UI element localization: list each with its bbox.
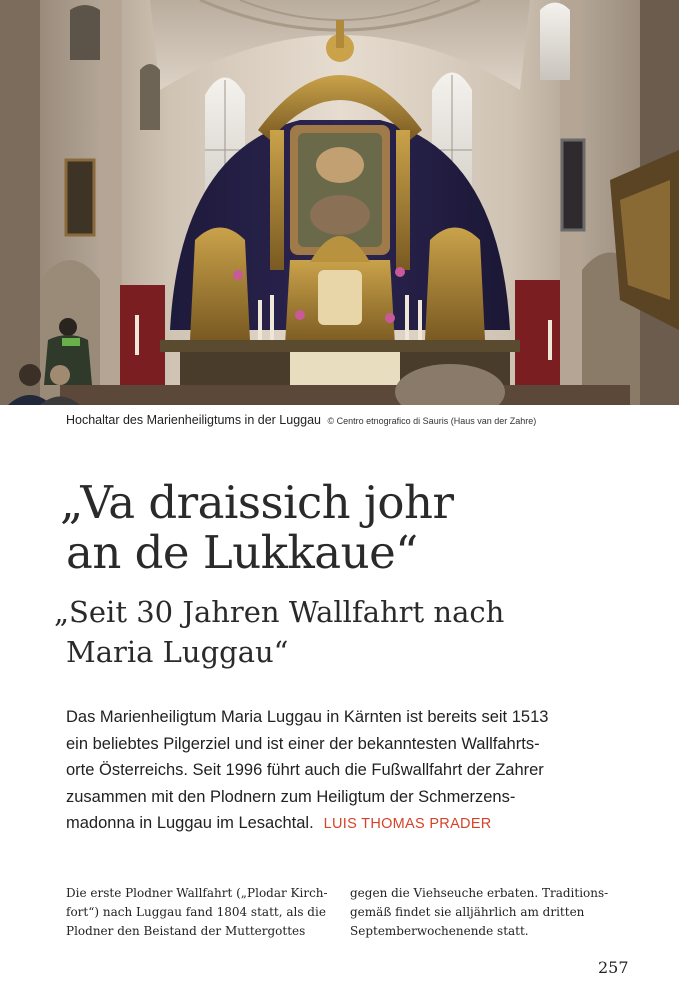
title-line-1: „Va draissich johr — [60, 476, 454, 529]
lead-line: orte Österreichs. Seit 1996 führt auch die Fußwallfahrt der Zahrer — [66, 761, 544, 779]
lead-line: ein beliebtes Pilgerziel und ist einer der bekanntesten Wallfahrts- — [66, 734, 540, 753]
lead-line: zusammen mit den Plodnern zum Heiligtum der Schmerzens- — [66, 787, 516, 806]
body-column-right — [350, 884, 615, 941]
body-line: Septemberwochenende statt. — [350, 924, 529, 938]
body-line: gemäß findet sie alljährlich am dritten — [350, 905, 585, 919]
author-name: LUIS THOMAS PRADER — [323, 816, 492, 832]
lead-line-text: madonna in Luggau im Lesachtal. — [66, 814, 314, 832]
photo-credit: © Centro etnografico di Sauris (Haus van der Zahre) — [327, 416, 537, 426]
body-line: Plodner den Beistand der Muttergottes — [66, 924, 306, 938]
lead-line-last — [66, 810, 586, 838]
lead-line: Das Marienheiligtum Maria Luggau in Kärnten ist bereits seit 1513 — [66, 708, 549, 726]
altar-photo — [0, 0, 679, 405]
article-subtitle — [40, 592, 670, 672]
subtitle-line-2: Maria Luggau“ — [66, 635, 289, 669]
article-title — [40, 478, 670, 578]
page-number: 257 — [598, 958, 629, 977]
body-line: Die erste Plodner Wallfahrt („Plodar Kirch- — [66, 886, 328, 900]
photo-caption — [66, 413, 666, 427]
subtitle-line-1: „Seit 30 Jahren Wallfahrt nach — [54, 595, 505, 629]
lead-paragraph — [66, 704, 586, 838]
title-line-2: an de Lukkaue“ — [66, 526, 418, 579]
caption-text: Hochaltar des Marienheiligtums in der Luggau — [66, 413, 322, 427]
body-line: gegen die Viehseuche erbaten. Traditions- — [350, 886, 609, 900]
body-column-left — [66, 884, 331, 941]
body-line: fort“) nach Luggau fand 1804 statt, als die — [66, 905, 326, 919]
